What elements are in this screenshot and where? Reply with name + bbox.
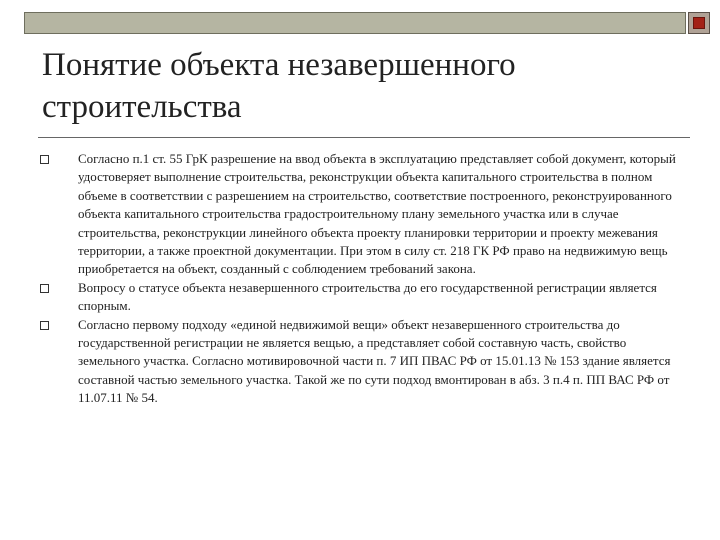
top-decor-bar (24, 12, 686, 34)
corner-accent-square (688, 12, 710, 34)
title-divider (38, 137, 690, 138)
bullet-text: Согласно первому подходу «единой недвижимой вещи» объект незавершенного строительства до государственной регистрации не является вещью, а представляет собой составную часть, свойство земельного участка. Согласно мотивировочной части п. 7 ИП ПВАС РФ от 15.01.13 № 153 здание является составной частью земельного участка. Такой же по сути подход вмонтирован в абз. 3 п.4 п. ПП ВАС РФ от 11.07.11 № 54. (78, 316, 671, 406)
square-bullet-icon (40, 284, 49, 293)
bullet-item (40, 279, 688, 316)
bullet-text: Вопросу о статусе объекта незавершенного строительства до его государственной регистрации является спорным. (78, 279, 657, 314)
square-bullet-icon (40, 155, 49, 164)
bullet-text: Согласно п.1 ст. 55 ГрК разрешение на ввод объекта в эксплуатацию представляет собой документ, который удостоверяет выполнение строительства, реконструкции объекта капитального строительства в полном объеме в соответствии с разрешением на строительство, соответствие построенного, реконструированного объекта капитального строительства градостроительному плану земельного участка или в случае строительства, реконструкции линейного объекта проекту планировки территории и проекту межевания территории, а также проектной документации. При этом в силу ст. 218 ГК РФ право на недвижимую вещь приобретается на объект, созданный с соблюдением требований закона. (78, 151, 676, 277)
bullet-list (40, 150, 688, 408)
bullet-item (40, 316, 688, 408)
square-bullet-icon (40, 321, 49, 330)
slide-title: Понятие объекта незавершенного строительства (42, 47, 516, 125)
corner-accent-inner (693, 17, 705, 29)
bullet-item (40, 150, 688, 279)
